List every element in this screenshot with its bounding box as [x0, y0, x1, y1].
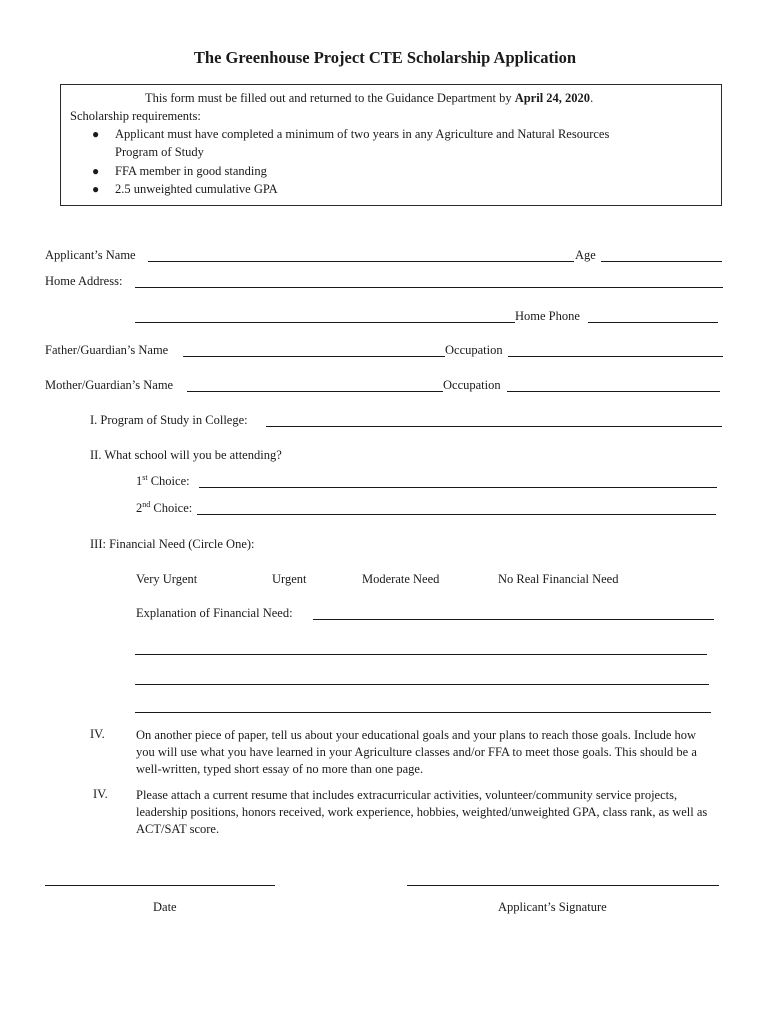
choice-number: 2: [136, 501, 143, 515]
school-question: II. What school will you be attending?: [90, 448, 282, 462]
date-label: Date: [153, 900, 177, 914]
date-field[interactable]: [45, 885, 275, 886]
home-address-line-2[interactable]: [135, 322, 515, 323]
father-guardian-label: Father/Guardian’s Name: [45, 343, 169, 357]
resume-instructions: Please attach a current resume that includes extracurricular activities, volunteer/community service projects, leadership positions, honors received, work experience, hobbies, weighted/unweighted GPA, class rank, as well as ACT/SAT score.: [136, 788, 708, 836]
deadline-notice: [145, 91, 593, 106]
father-occupation-label: Occupation: [445, 343, 503, 357]
second-choice-field[interactable]: [197, 514, 716, 515]
bullet-icon: ●: [92, 182, 100, 196]
explanation-line-2[interactable]: [135, 654, 707, 655]
mother-occupation-label: Occupation: [443, 378, 501, 392]
first-choice-field[interactable]: [199, 487, 717, 488]
explanation-line-3[interactable]: [135, 684, 709, 685]
applicant-name-label: Applicant’s Name: [45, 248, 136, 262]
requirement-item: 2.5 unweighted cumulative GPA: [115, 182, 278, 196]
need-option-urgent[interactable]: Urgent: [272, 572, 307, 586]
father-occupation-field[interactable]: [508, 356, 723, 357]
applicant-name-field[interactable]: [148, 261, 574, 262]
requirements-heading: Scholarship requirements:: [70, 109, 201, 123]
home-phone-field[interactable]: [588, 322, 718, 323]
program-of-study-label: I. Program of Study in College:: [90, 413, 248, 427]
need-option-moderate[interactable]: Moderate Need: [362, 572, 440, 586]
choice-text: Choice:: [150, 501, 193, 515]
need-option-no-real-need[interactable]: No Real Financial Need: [498, 572, 619, 586]
notice-text: This form must be filled out and returned to the Guidance Department by: [145, 91, 515, 105]
choice-text: Choice:: [147, 474, 190, 488]
essay-instructions: On another piece of paper, tell us about your educational goals and your plans to reach those goals. Include how you will use what you have learned in your Agriculture classes and/or FFA to meet those goals. This should be a well-written, typed short essay of no more than one page.: [136, 728, 697, 776]
financial-need-heading: III: Financial Need (Circle One):: [90, 537, 255, 551]
choice-suffix: nd: [142, 499, 151, 509]
home-address-field[interactable]: [135, 287, 723, 288]
resume-item-number: IV.: [93, 787, 108, 801]
home-address-label: Home Address:: [45, 274, 123, 288]
age-field[interactable]: [601, 261, 722, 262]
program-of-study-field[interactable]: [266, 426, 722, 427]
age-label: Age: [575, 248, 596, 262]
page-title: The Greenhouse Project CTE Scholarship Application: [193, 48, 577, 67]
mother-guardian-field[interactable]: [187, 391, 443, 392]
first-choice-label: [136, 474, 190, 489]
choice-suffix: st: [142, 472, 148, 482]
explanation-label: Explanation of Financial Need:: [136, 606, 293, 620]
notice-end: .: [590, 91, 594, 105]
bullet-icon: ●: [92, 127, 100, 141]
requirement-item: Applicant must have completed a minimum of two years in any Agriculture and Natural Resources: [115, 127, 610, 141]
deadline-date: April 24, 2020: [514, 91, 591, 105]
explanation-field[interactable]: [313, 619, 714, 620]
second-choice-label: [136, 501, 192, 516]
explanation-line-4[interactable]: [135, 712, 711, 713]
home-phone-label: Home Phone: [515, 309, 580, 323]
need-option-very-urgent[interactable]: Very Urgent: [136, 572, 198, 586]
requirement-item-continued: Program of Study: [115, 145, 204, 159]
signature-label: Applicant’s Signature: [498, 900, 607, 914]
mother-occupation-field[interactable]: [507, 391, 720, 392]
choice-number: 1: [136, 474, 143, 488]
requirement-item: FFA member in good standing: [115, 164, 267, 178]
essay-item-number: IV.: [90, 727, 105, 741]
father-guardian-field[interactable]: [183, 356, 445, 357]
mother-guardian-label: Mother/Guardian’s Name: [45, 378, 174, 392]
bullet-icon: ●: [92, 164, 100, 178]
signature-field[interactable]: [407, 885, 719, 886]
